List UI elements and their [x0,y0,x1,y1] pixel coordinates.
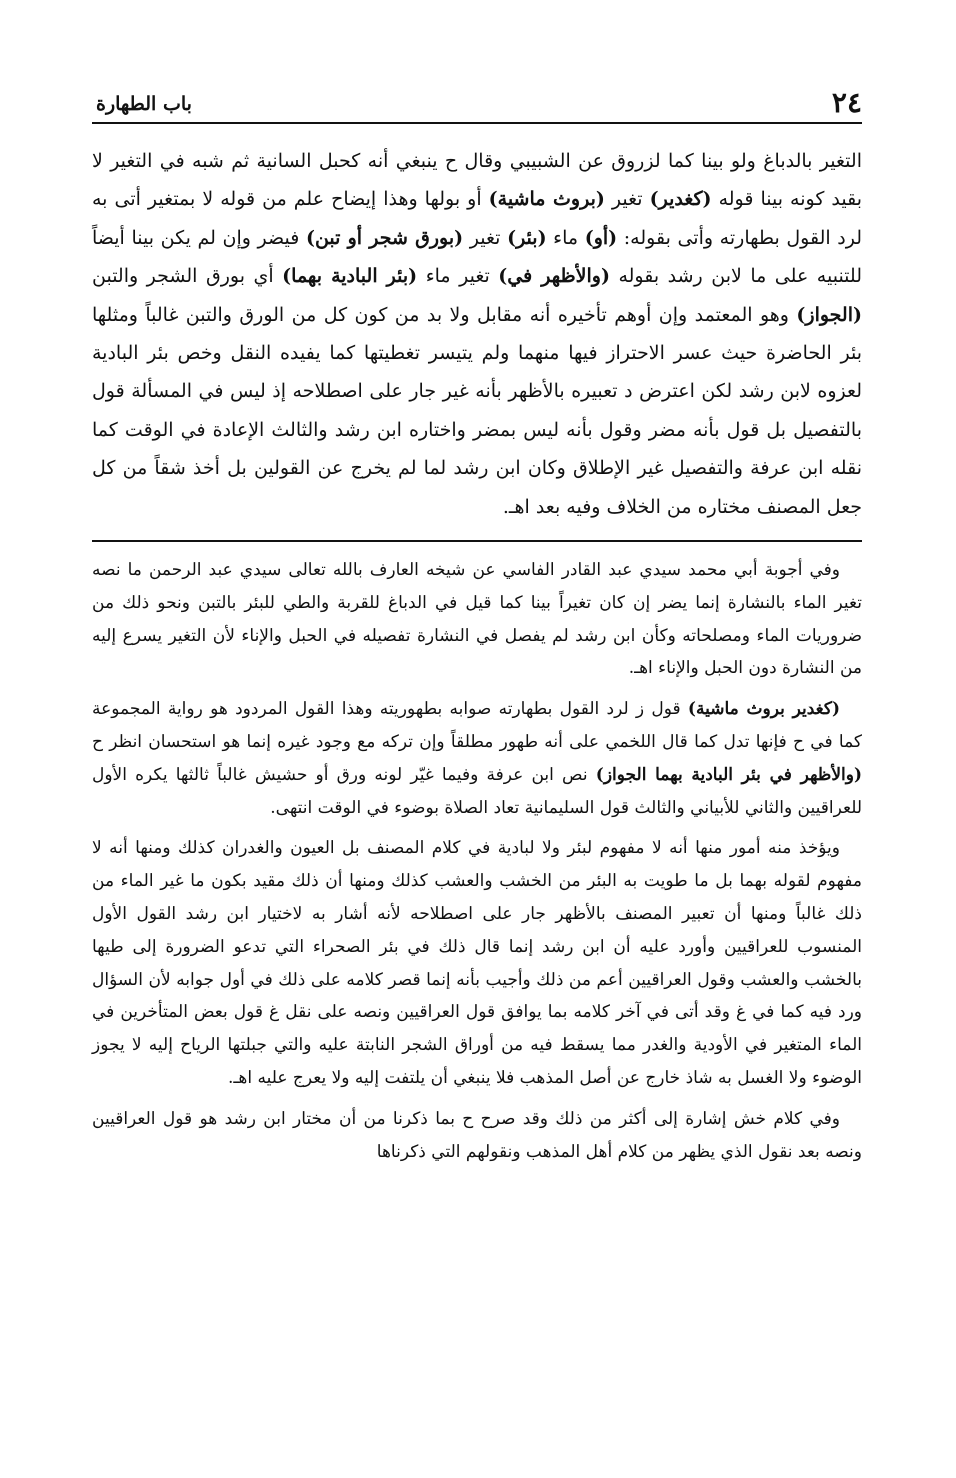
footnote-divider [92,540,862,542]
bold-term: (والأظهر في) [498,265,610,288]
note-paragraph: وفي أجوبة أبي محمد سيدي عبد القادر الفاسي عن شيخه العارف بالله تعالى سيدي عبد الرحمن ما نصه تغير الماء بالنشارة إنما يضر إن كان تغيراً بينا كما قيل في الدباغ للقربة والطي للبئر بالتبن ونحو ذلك من ضروريات الماء ومصلحاته وكأن ابن رشد لم يفصل في النشارة تفصيله في الحبل والإناء لأن التغير يسرع إليه من النشارة دون الحبل والإناء اهـ. [92,560,863,679]
bold-term: (بروث ماشية) [488,188,605,211]
page-number: ٢٤ [831,86,862,119]
main-text-run: تغير [604,188,650,211]
main-text [92,142,862,526]
note-text-run: قول ز لرد القول بطهارته صوابه بطهوريته وهذا القول المردود هو رواية المجموعة كما في ح فإنها تدل كما قال اللخمي على أنه طهور مطلقاً وإن تركه مع وجود غيره إنما هو استحسان انظر ح [92,699,862,753]
bold-term: (بئر) [507,226,547,249]
chapter-title: باب الطهارة [96,93,192,115]
bold-term: (كغدير) [649,188,712,211]
main-text-run: أو بولها وهذا إيضاح علم من قوله لا بمتغير أتى به لرد القول بطهارته وأتى بقوله: [92,188,863,249]
main-text-run: ماء [546,226,585,249]
note-paragraph: ويؤخذ منه أمور منها أنه لا مفهوم لبئر ولا لبادية في كلام المصنف بل العيون والغدران كذلك ومنها أنه لا مفهوم لقوله بهما بل ما طويت به البئر من الخشب والعشب كذلك ومنها أن ذلك مقيد بكون ما غير الماء من ذلك غالباً ومنها أن تعبير المصنف بالأظهر جار على اصطلاحه لأنه أشار به لاختيار ابن رشد القول الأول المنسوب للعراقيين وأورد عليه أن ابن رشد إنما قال ذلك في بئر الصحراء التي تدعو الضرورة إلى طيها بالخشب والعشب وقول العراقيين أعم من ذلك وأجيب بأنه إنما قصر كلامه على ذلك في أول جوابه لأن السؤال ورد فيه كما في غ وقد أتى في آخر كلامه بما يوافق قول العراقيين ونصه على نقل غ قول بعض المتأخرين في الماء المتغير في الأودية والغدر مما يسقط فيه من أوراق الشجر النابتة عليه والتي جبلتها الرياح إليه لا يجوز الوضوء ولا الغسل به شاذ خارج عن أصل المذهب فلا ينبغي أن يلتفت إليه ولا يعرج عليه اهـ. [92,838,862,1089]
note-paragraph [92,693,862,824]
bold-term: (والأظهر في بئر البادية بهما الجواز) [595,764,862,785]
main-text-run: تغير ماء [417,265,499,288]
bold-term: (بورق شجر أو تبن) [305,226,464,249]
note-paragraph: وفي كلام خش إشارة إلى أكثر من ذلك وقد صرح ح بما ذكرنا من أن مختار ابن رشد هو قول العراقيين ونصه بعد نقول الذي يظهر من كلام أهل المذهب ونقولهم التي ذكرناها [92,1108,862,1162]
main-text-run: تغير [463,226,508,249]
bold-term: (أو) [584,226,618,249]
bold-term: (كغدير بروث ماشية) [687,699,840,720]
main-text-run: فيضر وإن لم يكن بينا أيضاً للتنبيه على ما لابن رشد بقوله [92,226,862,288]
page-header [92,86,862,124]
bold-term: (بئر البادية بهما) [282,265,418,288]
main-paragraph [92,142,862,526]
main-text-run: وهو المعتمد وإن أوهم تأخيره أنه مقابل ولا بد من كون كل من الورق والتبن غالباً ومثلها بئر الحاضرة حيث عسر الاحتراز فيها منهما ولم يتيسر تغطيتها كما يفيده النقل وخص بئر البادية لعزوه لابن رشد لكن اعترض د تعبيره بالأظهر بأنه غير جار على اصطلاحه إذ ليس في المسألة قول بالتفصيل بل قول بأنه مضر وقول بأنه ليس بمضر واختاره ابن رشد والثالث الإعادة في الوقت كما نقله ابن عرفة والتفصيل غير الإطلاق وكان ابن رشد لما لم يخرج عن القولين بل أخذ شقاً من كل جعل المصنف مختاره من الخلاف وفيه بعد اهـ. [92,303,862,518]
main-text-run: أي بورق الشجر والتبن [92,265,283,288]
bold-term: (الجواز) [796,303,862,326]
book-page [92,86,862,1386]
main-text-run: التغير بالدباغ ولو بينا كما لزروق عن الشبيبي وقال ح ينبغي أنه كحبل السانية ثم شبه في التغير لا بقيد كونه بينا قوله [92,150,863,211]
notes-section [92,554,862,1168]
note-text-run: نص ابن عرفة وفيما غيّر لونه ورق أو حشيش غالباً ثالثها يكره الأول للعراقيين والثاني للأبياني والثالث قول السليمانية تعاد الصلاة بوضوء في الوقت انتهى. [92,764,862,818]
